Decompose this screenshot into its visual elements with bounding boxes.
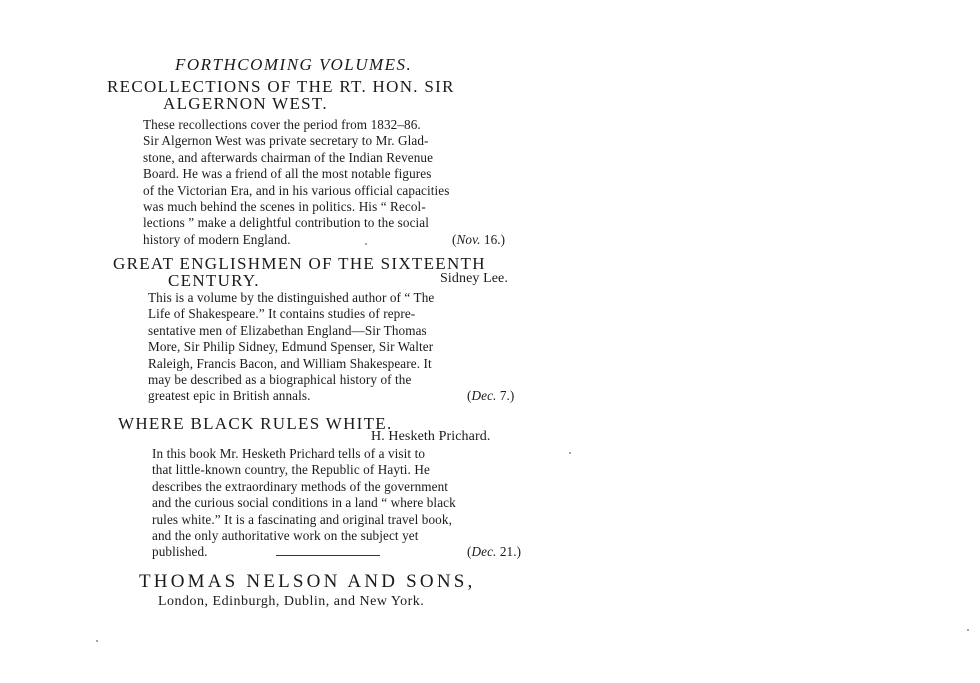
entry-2-heading-line1: GREAT ENGLISHMEN OF THE SIXTEENTH — [113, 254, 486, 273]
entry-1-heading-line2: ALGERNON WEST. — [163, 94, 328, 113]
paper-speck — [96, 640, 98, 642]
date-month: Dec. — [471, 388, 497, 404]
body-line: describes the extraordinary methods of the government — [152, 478, 449, 494]
body-line: This is a volume by the distinguished author of “ The — [148, 290, 435, 305]
paper-speck — [967, 629, 969, 631]
body-line: stone, and afterwards chairman of the Indian Revenue — [143, 149, 434, 165]
body-line: Sir Algernon West was private secretary to Mr. Glad- — [143, 133, 429, 149]
entry-1-date: (Nov. 16.) — [452, 231, 506, 247]
date-month: Dec. — [471, 544, 497, 560]
body-line: history of modern England. — [143, 231, 291, 247]
paper-speck — [569, 452, 571, 454]
body-line: More, Sir Philip Sidney, Edmund Spenser, Sir Walter — [148, 339, 434, 355]
body-line: rules white.” It is a fascinating and original travel book, — [152, 511, 452, 527]
entry-2-heading-line2: CENTURY. — [168, 271, 260, 290]
date-day: 16.) — [483, 231, 506, 247]
body-line: published. — [152, 544, 208, 560]
body-line: that little-known country, the Republic of Hayti. He — [152, 462, 430, 478]
entry-2-author: Sidney Lee. — [440, 271, 508, 286]
body-line: sentative men of Elizabethan England—Sir Thomas — [148, 322, 427, 338]
separator-rule — [276, 555, 380, 556]
body-line: In this book Mr. Hesketh Prichard tells of a visit to — [152, 446, 426, 461]
paper-speck — [365, 243, 367, 245]
body-line: may be described as a biographical history of the — [148, 372, 412, 387]
entry-3-date: (Dec. 21.) — [467, 544, 522, 560]
body-line: Board. He was a friend of all the most notable figures — [143, 166, 432, 182]
publisher-name: THOMAS NELSON AND SONS, — [139, 571, 476, 592]
body-line: Life of Shakespeare.” It contains studies of repre- — [148, 306, 416, 322]
body-line: These recollections cover the period from 1832–86. — [143, 117, 421, 132]
entry-1-heading-line1: RECOLLECTIONS OF THE RT. HON. SIR — [107, 77, 455, 96]
date-day: 21.) — [499, 544, 522, 560]
date-day: 7.) — [499, 388, 515, 404]
body-line: Raleigh, Francis Bacon, and William Shakespeare. It — [148, 355, 432, 371]
body-line: and the curious social conditions in a land “ where black — [152, 495, 456, 511]
entry-3-heading-line1: WHERE BLACK RULES WHITE. — [118, 414, 393, 433]
entry-2-date: (Dec. 7.) — [467, 388, 515, 404]
body-line: lections ” make a delightful contribution to the social — [143, 215, 430, 231]
body-line: was much behind the scenes in politics. His “ Recol- — [143, 199, 426, 214]
publisher-cities: London, Edinburgh, Dublin, and New York. — [158, 594, 425, 609]
body-line: of the Victorian Era, and in his various official capacities — [143, 182, 450, 198]
body-line: greatest epic in British annals. — [148, 388, 311, 404]
page-title: FORTHCOMING VOLUMES. — [175, 55, 413, 74]
body-line: and the only authoritative work on the subject yet — [152, 528, 419, 543]
entry-3-author: H. Hesketh Prichard. — [371, 429, 491, 444]
date-month: Nov. — [456, 231, 481, 247]
